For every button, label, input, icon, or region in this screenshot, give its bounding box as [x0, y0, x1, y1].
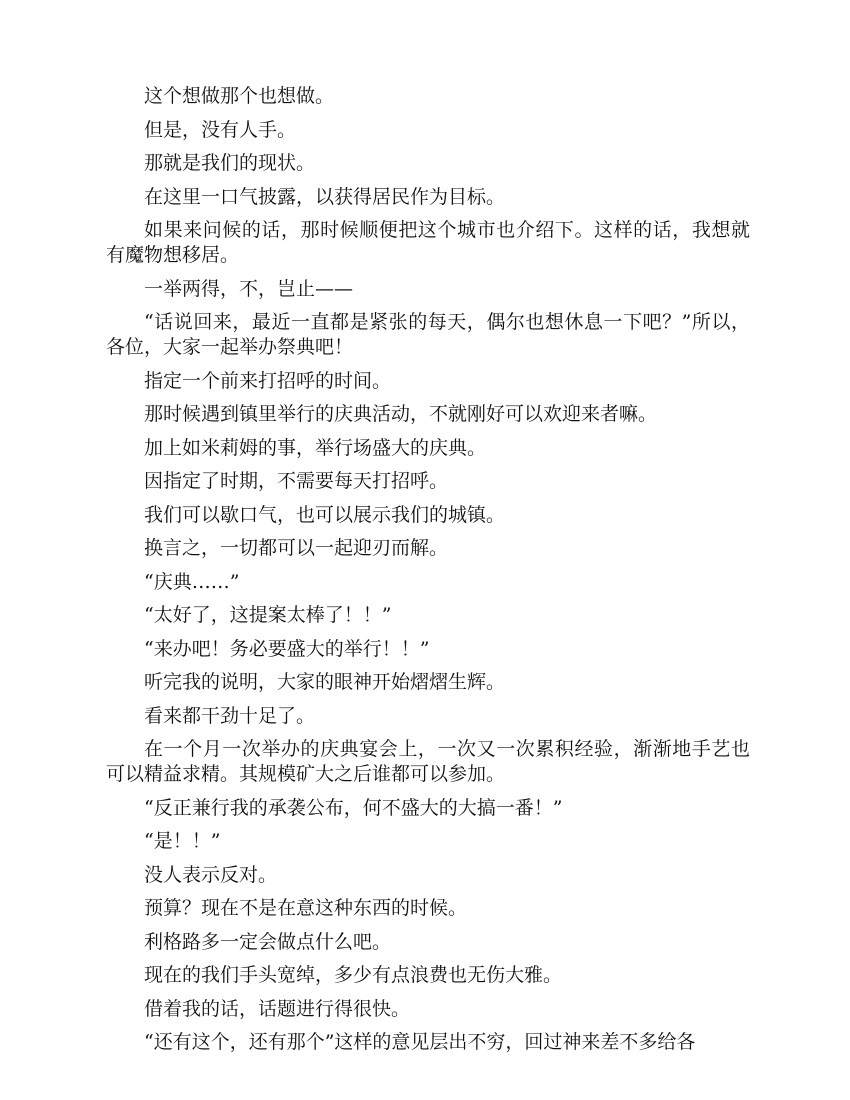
document-page	[106, 84, 750, 1064]
paragraph: 在这里一口气披露，以获得居民作为目标。	[144, 185, 506, 208]
paragraph: 这个想做那个也想做。	[144, 85, 335, 107]
paragraph: 利格路多一定会做点什么吧。	[144, 930, 392, 953]
paragraph: 加上如米莉姆的事，举行场盛大的庆典。	[144, 436, 487, 459]
paragraph: 听完我的说明，大家的眼神开始熠熠生辉。	[144, 671, 506, 693]
paragraph: “太好了，这提案太棒了！！”	[144, 604, 392, 626]
paragraph: “话说回来，最近一直都是紧张的每天，偶尔也想休息一下吧？”所以，各位，大家一起举办祭典吧！	[106, 311, 750, 358]
paragraph: 预算？现在不是在意这种东西的时候。	[144, 897, 468, 919]
paragraph: 换言之，一切都可以一起迎刃而解。	[144, 537, 449, 559]
paragraph: “庆典……”	[144, 570, 240, 593]
paragraph: 那就是我们的现状。	[144, 152, 316, 174]
paragraph: “来办吧！务必要盛大的举行！！”	[144, 637, 430, 660]
paragraph: 一举两得，不，岂止——	[144, 277, 354, 300]
paragraph: 在一个月一次举办的庆典宴会上，一次又一次累积经验，渐渐地手艺也可以精益求精。其规模矿大之后谁都可以参加。	[106, 738, 750, 785]
paragraph: 看来都干劲十足了。	[144, 704, 316, 727]
paragraph: 指定一个前来打招呼的时间。	[144, 369, 392, 392]
paragraph: 那时候遇到镇里举行的庆典活动，不就刚好可以欢迎来者嘛。	[144, 403, 658, 425]
paragraph: “反正兼行我的承袭公布，何不盛大的大搞一番！”	[144, 796, 563, 819]
paragraph: 如果来问候的话，那时候顺便把这个城市也介绍下。这样的话，我想就有魔物想移居。	[106, 219, 750, 266]
paragraph: 因指定了时期，不需要每天打招呼。	[144, 470, 449, 492]
paragraph: 没人表示反对。	[144, 863, 278, 886]
paragraph: 我们可以歇口气，也可以展示我们的城镇。	[144, 503, 506, 526]
paragraph: 但是，没有人手。	[144, 118, 297, 141]
paragraph: “还有这个，还有那个”这样的意见层出不穷，回过神来差不多给各	[144, 1031, 696, 1053]
paragraph: 现在的我们手头宽绰，多少有点浪费也无伤大雅。	[144, 964, 563, 986]
paragraph: 借着我的话，话题进行得很快。	[144, 997, 411, 1020]
paragraph: “是！！”	[144, 830, 221, 852]
